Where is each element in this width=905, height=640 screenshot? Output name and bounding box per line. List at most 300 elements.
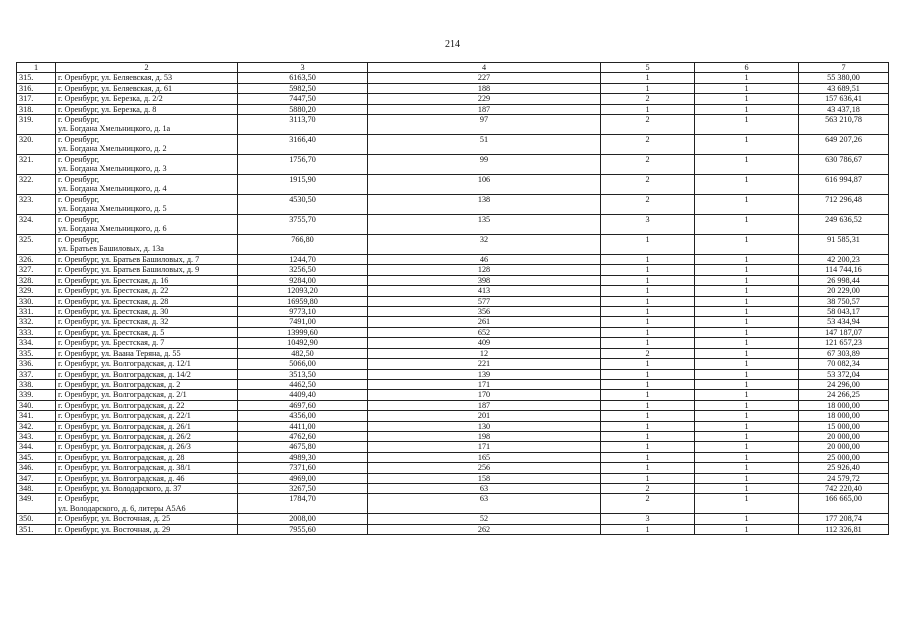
column-6-cell: 1 — [695, 286, 799, 296]
column-7-cell: 24 296,00 — [799, 379, 889, 389]
column-3-cell: 9773,10 — [238, 307, 368, 317]
column-5-cell: 1 — [601, 307, 695, 317]
column-5-cell: 1 — [601, 275, 695, 285]
column-4-cell: 198 — [368, 431, 601, 441]
column-3-cell: 1784,70 — [238, 494, 368, 514]
column-6-cell: 1 — [695, 463, 799, 473]
column-6-cell: 1 — [695, 483, 799, 493]
row-number-cell: 327. — [17, 265, 56, 275]
column-5-cell: 1 — [601, 390, 695, 400]
column-7-cell: 15 000,00 — [799, 421, 889, 431]
column-6-cell: 1 — [695, 265, 799, 275]
table-row — [17, 83, 889, 93]
address-cell: г. Оренбург, ул. Богдана Хмельницкого, д. 5 — [56, 195, 238, 215]
column-5-cell: 1 — [601, 452, 695, 462]
column-7-cell: 649 207,26 — [799, 135, 889, 155]
row-number-cell: 333. — [17, 327, 56, 337]
address-cell: г. Оренбург, ул. Брестская, д. 5 — [56, 327, 238, 337]
column-6-cell: 1 — [695, 195, 799, 215]
row-number-cell: 335. — [17, 348, 56, 358]
column-7-cell: 53 372,04 — [799, 369, 889, 379]
column-4-cell: 229 — [368, 94, 601, 104]
row-number-cell: 346. — [17, 463, 56, 473]
column-5-cell: 2 — [601, 494, 695, 514]
address-cell: г. Оренбург, ул. Восточная, д. 29 — [56, 524, 238, 534]
column-7-cell: 25 000,00 — [799, 452, 889, 462]
column-5-cell: 1 — [601, 524, 695, 534]
column-3-cell: 766,80 — [238, 235, 368, 255]
column-3-cell: 4462,50 — [238, 379, 368, 389]
column-4-cell: 171 — [368, 442, 601, 452]
address-cell: г. Оренбург, ул. Волгоградская, д. 46 — [56, 473, 238, 483]
column-4-cell: 106 — [368, 175, 601, 195]
table-row — [17, 421, 889, 431]
address-cell: г. Оренбург, ул. Волгоградская, д. 14/2 — [56, 369, 238, 379]
address-cell: г. Оренбург, ул. Восточная, д. 25 — [56, 514, 238, 524]
row-number-cell: 341. — [17, 411, 56, 421]
column-7-cell: 147 187,07 — [799, 327, 889, 337]
row-number-cell: 336. — [17, 359, 56, 369]
table-row — [17, 442, 889, 452]
column-4-cell: 12 — [368, 348, 601, 358]
address-cell: г. Оренбург, ул. Брестская, д. 7 — [56, 338, 238, 348]
address-cell: г. Оренбург, ул. Брестская, д. 32 — [56, 317, 238, 327]
column-7-cell: 177 208,74 — [799, 514, 889, 524]
table-row — [17, 135, 889, 155]
table-row — [17, 275, 889, 285]
address-cell: г. Оренбург, ул. Волгоградская, д. 12/1 — [56, 359, 238, 369]
table-row — [17, 265, 889, 275]
column-6-cell: 1 — [695, 421, 799, 431]
column-7-cell: 91 585,31 — [799, 235, 889, 255]
row-number-cell: 326. — [17, 255, 56, 265]
column-6-cell: 1 — [695, 307, 799, 317]
column-3-cell: 4530,50 — [238, 195, 368, 215]
row-number-cell: 330. — [17, 296, 56, 306]
table-row — [17, 296, 889, 306]
column-7-cell: 18 000,00 — [799, 400, 889, 410]
column-6-cell: 1 — [695, 338, 799, 348]
column-header: 5 — [601, 63, 695, 73]
table-row — [17, 390, 889, 400]
table-row — [17, 483, 889, 493]
column-7-cell: 38 750,57 — [799, 296, 889, 306]
row-number-cell: 331. — [17, 307, 56, 317]
row-number-cell: 318. — [17, 104, 56, 114]
table-row — [17, 115, 889, 135]
row-number-cell: 338. — [17, 379, 56, 389]
column-7-cell: 25 926,40 — [799, 463, 889, 473]
column-7-cell: 26 998,44 — [799, 275, 889, 285]
column-4-cell: 158 — [368, 473, 601, 483]
column-header: 4 — [368, 63, 601, 73]
table-row — [17, 255, 889, 265]
column-5-cell: 1 — [601, 400, 695, 410]
row-number-cell: 344. — [17, 442, 56, 452]
column-7-cell: 630 786,67 — [799, 155, 889, 175]
column-3-cell: 2008,00 — [238, 514, 368, 524]
column-3-cell: 13999,60 — [238, 327, 368, 337]
table-row — [17, 175, 889, 195]
address-cell: г. Оренбург, ул. Волгоградская, д. 26/3 — [56, 442, 238, 452]
table-row — [17, 104, 889, 114]
column-7-cell: 43 437,18 — [799, 104, 889, 114]
column-5-cell: 1 — [601, 73, 695, 83]
address-cell: г. Оренбург, ул. Братьев Башиловых, д. 13а — [56, 235, 238, 255]
address-cell: г. Оренбург, ул. Брестская, д. 28 — [56, 296, 238, 306]
column-header: 3 — [238, 63, 368, 73]
column-5-cell: 1 — [601, 431, 695, 441]
column-6-cell: 1 — [695, 115, 799, 135]
column-6-cell: 1 — [695, 390, 799, 400]
address-cell: г. Оренбург, ул. Волгоградская, д. 22/1 — [56, 411, 238, 421]
address-cell: г. Оренбург, ул. Богдана Хмельницкого, д. 1а — [56, 115, 238, 135]
column-3-cell: 16959,80 — [238, 296, 368, 306]
column-3-cell: 4409,40 — [238, 390, 368, 400]
column-3-cell: 7955,60 — [238, 524, 368, 534]
column-6-cell: 1 — [695, 235, 799, 255]
table-row — [17, 369, 889, 379]
column-6-cell: 1 — [695, 379, 799, 389]
column-3-cell: 7447,50 — [238, 94, 368, 104]
table-row — [17, 411, 889, 421]
column-4-cell: 256 — [368, 463, 601, 473]
column-3-cell: 4969,00 — [238, 473, 368, 483]
column-6-cell: 1 — [695, 255, 799, 265]
column-4-cell: 170 — [368, 390, 601, 400]
column-6-cell: 1 — [695, 135, 799, 155]
column-header: 1 — [17, 63, 56, 73]
address-cell: г. Оренбург, ул. Ваана Теряна, д. 55 — [56, 348, 238, 358]
column-5-cell: 2 — [601, 155, 695, 175]
column-5-cell: 1 — [601, 317, 695, 327]
row-number-cell: 337. — [17, 369, 56, 379]
row-number-cell: 345. — [17, 452, 56, 462]
column-4-cell: 356 — [368, 307, 601, 317]
column-7-cell: 166 665,00 — [799, 494, 889, 514]
table-row — [17, 473, 889, 483]
column-7-cell: 114 744,16 — [799, 265, 889, 275]
column-3-cell: 12093,20 — [238, 286, 368, 296]
address-cell: г. Оренбург, ул. Волгоградская, д. 26/2 — [56, 431, 238, 441]
column-5-cell: 2 — [601, 348, 695, 358]
column-6-cell: 1 — [695, 524, 799, 534]
column-5-cell: 1 — [601, 473, 695, 483]
column-5-cell: 1 — [601, 421, 695, 431]
column-7-cell: 20 000,00 — [799, 442, 889, 452]
table-row — [17, 73, 889, 83]
address-cell: г. Оренбург, ул. Березка, д. 2/2 — [56, 94, 238, 104]
table-body — [17, 73, 889, 535]
row-number-cell: 350. — [17, 514, 56, 524]
column-7-cell: 563 210,78 — [799, 115, 889, 135]
table-row — [17, 514, 889, 524]
column-7-cell: 112 326,81 — [799, 524, 889, 534]
column-3-cell: 6163,50 — [238, 73, 368, 83]
address-cell: г. Оренбург, ул. Богдана Хмельницкого, д. 4 — [56, 175, 238, 195]
column-6-cell: 1 — [695, 348, 799, 358]
address-cell: г. Оренбург, ул. Волгоградская, д. 2 — [56, 379, 238, 389]
page-number: 214 — [445, 39, 460, 50]
table-row — [17, 195, 889, 215]
column-3-cell: 3513,50 — [238, 369, 368, 379]
column-7-cell: 18 000,00 — [799, 411, 889, 421]
row-number-cell: 339. — [17, 390, 56, 400]
column-5-cell: 1 — [601, 442, 695, 452]
column-5-cell: 2 — [601, 483, 695, 493]
column-6-cell: 1 — [695, 411, 799, 421]
column-6-cell: 1 — [695, 275, 799, 285]
column-4-cell: 165 — [368, 452, 601, 462]
column-3-cell: 5982,50 — [238, 83, 368, 93]
column-3-cell: 4697,60 — [238, 400, 368, 410]
column-4-cell: 63 — [368, 494, 601, 514]
column-5-cell: 2 — [601, 115, 695, 135]
column-6-cell: 1 — [695, 83, 799, 93]
column-5-cell: 1 — [601, 463, 695, 473]
column-3-cell: 3755,70 — [238, 215, 368, 235]
column-4-cell: 139 — [368, 369, 601, 379]
column-3-cell: 4356,00 — [238, 411, 368, 421]
column-3-cell: 4675,80 — [238, 442, 368, 452]
column-4-cell: 171 — [368, 379, 601, 389]
address-cell: г. Оренбург, ул. Володарского, д. 37 — [56, 483, 238, 493]
row-number-cell: 351. — [17, 524, 56, 534]
column-7-cell: 53 434,94 — [799, 317, 889, 327]
column-6-cell: 1 — [695, 400, 799, 410]
column-3-cell: 5880,20 — [238, 104, 368, 114]
table-row — [17, 235, 889, 255]
column-3-cell: 7491,00 — [238, 317, 368, 327]
column-3-cell: 3113,70 — [238, 115, 368, 135]
column-4-cell: 227 — [368, 73, 601, 83]
address-cell: г. Оренбург, ул. Беляевская, д. 61 — [56, 83, 238, 93]
address-cell: г. Оренбург, ул. Братьев Башиловых, д. 7 — [56, 255, 238, 265]
column-4-cell: 52 — [368, 514, 601, 524]
row-number-cell: 321. — [17, 155, 56, 175]
address-cell: г. Оренбург, ул. Волгоградская, д. 38/1 — [56, 463, 238, 473]
row-number-cell: 349. — [17, 494, 56, 514]
column-4-cell: 130 — [368, 421, 601, 431]
column-4-cell: 97 — [368, 115, 601, 135]
column-3-cell: 3256,50 — [238, 265, 368, 275]
column-5-cell: 1 — [601, 379, 695, 389]
table-row — [17, 286, 889, 296]
table-row — [17, 463, 889, 473]
address-cell: г. Оренбург, ул. Богдана Хмельницкого, д. 6 — [56, 215, 238, 235]
column-6-cell: 1 — [695, 73, 799, 83]
column-6-cell: 1 — [695, 94, 799, 104]
row-number-cell: 320. — [17, 135, 56, 155]
address-cell: г. Оренбург, ул. Богдана Хмельницкого, д. 3 — [56, 155, 238, 175]
row-number-cell: 319. — [17, 115, 56, 135]
row-number-cell: 324. — [17, 215, 56, 235]
table-row — [17, 327, 889, 337]
column-4-cell: 128 — [368, 265, 601, 275]
column-4-cell: 32 — [368, 235, 601, 255]
row-number-cell: 348. — [17, 483, 56, 493]
row-number-cell: 347. — [17, 473, 56, 483]
table-row — [17, 400, 889, 410]
address-cell: г. Оренбург, ул. Брестская, д. 16 — [56, 275, 238, 285]
column-4-cell: 135 — [368, 215, 601, 235]
column-7-cell: 67 303,89 — [799, 348, 889, 358]
row-number-cell: 343. — [17, 431, 56, 441]
column-3-cell: 4762,60 — [238, 431, 368, 441]
table-row — [17, 317, 889, 327]
address-cell: г. Оренбург, ул. Волгоградская, д. 28 — [56, 452, 238, 462]
table-header-row — [17, 63, 889, 73]
table-row — [17, 307, 889, 317]
column-header: 7 — [799, 63, 889, 73]
column-4-cell: 261 — [368, 317, 601, 327]
table-row — [17, 494, 889, 514]
column-7-cell: 249 636,52 — [799, 215, 889, 235]
column-4-cell: 577 — [368, 296, 601, 306]
row-number-cell: 340. — [17, 400, 56, 410]
table-row — [17, 379, 889, 389]
column-4-cell: 138 — [368, 195, 601, 215]
column-4-cell: 51 — [368, 135, 601, 155]
table-row — [17, 338, 889, 348]
address-cell: г. Оренбург, ул. Володарского, д. 6, литеры А5А6 — [56, 494, 238, 514]
column-3-cell: 482,50 — [238, 348, 368, 358]
column-5-cell: 1 — [601, 411, 695, 421]
column-6-cell: 1 — [695, 317, 799, 327]
column-header: 6 — [695, 63, 799, 73]
column-4-cell: 409 — [368, 338, 601, 348]
address-cell: г. Оренбург, ул. Братьев Башиловых, д. 9 — [56, 265, 238, 275]
column-4-cell: 201 — [368, 411, 601, 421]
column-header: 2 — [56, 63, 238, 73]
row-number-cell: 323. — [17, 195, 56, 215]
row-number-cell: 332. — [17, 317, 56, 327]
column-6-cell: 1 — [695, 359, 799, 369]
column-5-cell: 2 — [601, 175, 695, 195]
column-5-cell: 3 — [601, 514, 695, 524]
column-5-cell: 1 — [601, 296, 695, 306]
column-6-cell: 1 — [695, 296, 799, 306]
column-7-cell: 24 579,72 — [799, 473, 889, 483]
row-number-cell: 342. — [17, 421, 56, 431]
column-5-cell: 2 — [601, 195, 695, 215]
address-cell: г. Оренбург, ул. Богдана Хмельницкого, д. 2 — [56, 135, 238, 155]
column-4-cell: 187 — [368, 400, 601, 410]
column-3-cell: 4989,30 — [238, 452, 368, 462]
table-row — [17, 215, 889, 235]
column-3-cell: 3267,50 — [238, 483, 368, 493]
row-number-cell: 322. — [17, 175, 56, 195]
column-5-cell: 2 — [601, 135, 695, 155]
row-number-cell: 334. — [17, 338, 56, 348]
column-3-cell: 1756,70 — [238, 155, 368, 175]
column-4-cell: 652 — [368, 327, 601, 337]
column-5-cell: 2 — [601, 94, 695, 104]
table-row — [17, 155, 889, 175]
column-4-cell: 188 — [368, 83, 601, 93]
column-4-cell: 187 — [368, 104, 601, 114]
column-5-cell: 1 — [601, 255, 695, 265]
column-7-cell: 742 220,40 — [799, 483, 889, 493]
column-5-cell: 3 — [601, 215, 695, 235]
column-6-cell: 1 — [695, 494, 799, 514]
column-7-cell: 121 657,23 — [799, 338, 889, 348]
column-3-cell: 1915,90 — [238, 175, 368, 195]
column-4-cell: 413 — [368, 286, 601, 296]
column-4-cell: 262 — [368, 524, 601, 534]
housing-table — [16, 62, 889, 535]
column-3-cell: 1244,70 — [238, 255, 368, 265]
table-row — [17, 524, 889, 534]
column-5-cell: 1 — [601, 235, 695, 255]
column-3-cell: 3166,40 — [238, 135, 368, 155]
column-3-cell: 7371,60 — [238, 463, 368, 473]
row-number-cell: 315. — [17, 73, 56, 83]
column-4-cell: 46 — [368, 255, 601, 265]
column-7-cell: 42 200,23 — [799, 255, 889, 265]
table-row — [17, 452, 889, 462]
column-7-cell: 43 689,51 — [799, 83, 889, 93]
address-cell: г. Оренбург, ул. Волгоградская, д. 22 — [56, 400, 238, 410]
row-number-cell: 329. — [17, 286, 56, 296]
column-6-cell: 1 — [695, 473, 799, 483]
address-cell: г. Оренбург, ул. Волгоградская, д. 2/1 — [56, 390, 238, 400]
column-3-cell: 5066,00 — [238, 359, 368, 369]
column-6-cell: 1 — [695, 175, 799, 195]
column-6-cell: 1 — [695, 104, 799, 114]
column-5-cell: 1 — [601, 327, 695, 337]
column-6-cell: 1 — [695, 442, 799, 452]
address-cell: г. Оренбург, ул. Березка, д. 8 — [56, 104, 238, 114]
column-3-cell: 9284,00 — [238, 275, 368, 285]
column-7-cell: 20 000,00 — [799, 431, 889, 441]
column-6-cell: 1 — [695, 215, 799, 235]
table-row — [17, 94, 889, 104]
column-6-cell: 1 — [695, 327, 799, 337]
column-7-cell: 712 296,48 — [799, 195, 889, 215]
row-number-cell: 325. — [17, 235, 56, 255]
column-5-cell: 1 — [601, 338, 695, 348]
column-6-cell: 1 — [695, 369, 799, 379]
column-6-cell: 1 — [695, 452, 799, 462]
address-cell: г. Оренбург, ул. Волгоградская, д. 26/1 — [56, 421, 238, 431]
column-7-cell: 58 043,17 — [799, 307, 889, 317]
column-4-cell: 99 — [368, 155, 601, 175]
column-4-cell: 63 — [368, 483, 601, 493]
column-3-cell: 10492,90 — [238, 338, 368, 348]
column-6-cell: 1 — [695, 155, 799, 175]
column-3-cell: 4411,00 — [238, 421, 368, 431]
column-4-cell: 221 — [368, 359, 601, 369]
column-7-cell: 24 266,25 — [799, 390, 889, 400]
row-number-cell: 316. — [17, 83, 56, 93]
row-number-cell: 328. — [17, 275, 56, 285]
table-row — [17, 431, 889, 441]
column-7-cell: 616 994,87 — [799, 175, 889, 195]
table-row — [17, 359, 889, 369]
table-row — [17, 348, 889, 358]
address-cell: г. Оренбург, ул. Беляевская, д. 53 — [56, 73, 238, 83]
column-4-cell: 398 — [368, 275, 601, 285]
column-5-cell: 1 — [601, 104, 695, 114]
column-7-cell: 70 082,34 — [799, 359, 889, 369]
column-7-cell: 20 229,00 — [799, 286, 889, 296]
column-5-cell: 1 — [601, 359, 695, 369]
row-number-cell: 317. — [17, 94, 56, 104]
column-5-cell: 1 — [601, 265, 695, 275]
column-5-cell: 1 — [601, 369, 695, 379]
column-5-cell: 1 — [601, 286, 695, 296]
